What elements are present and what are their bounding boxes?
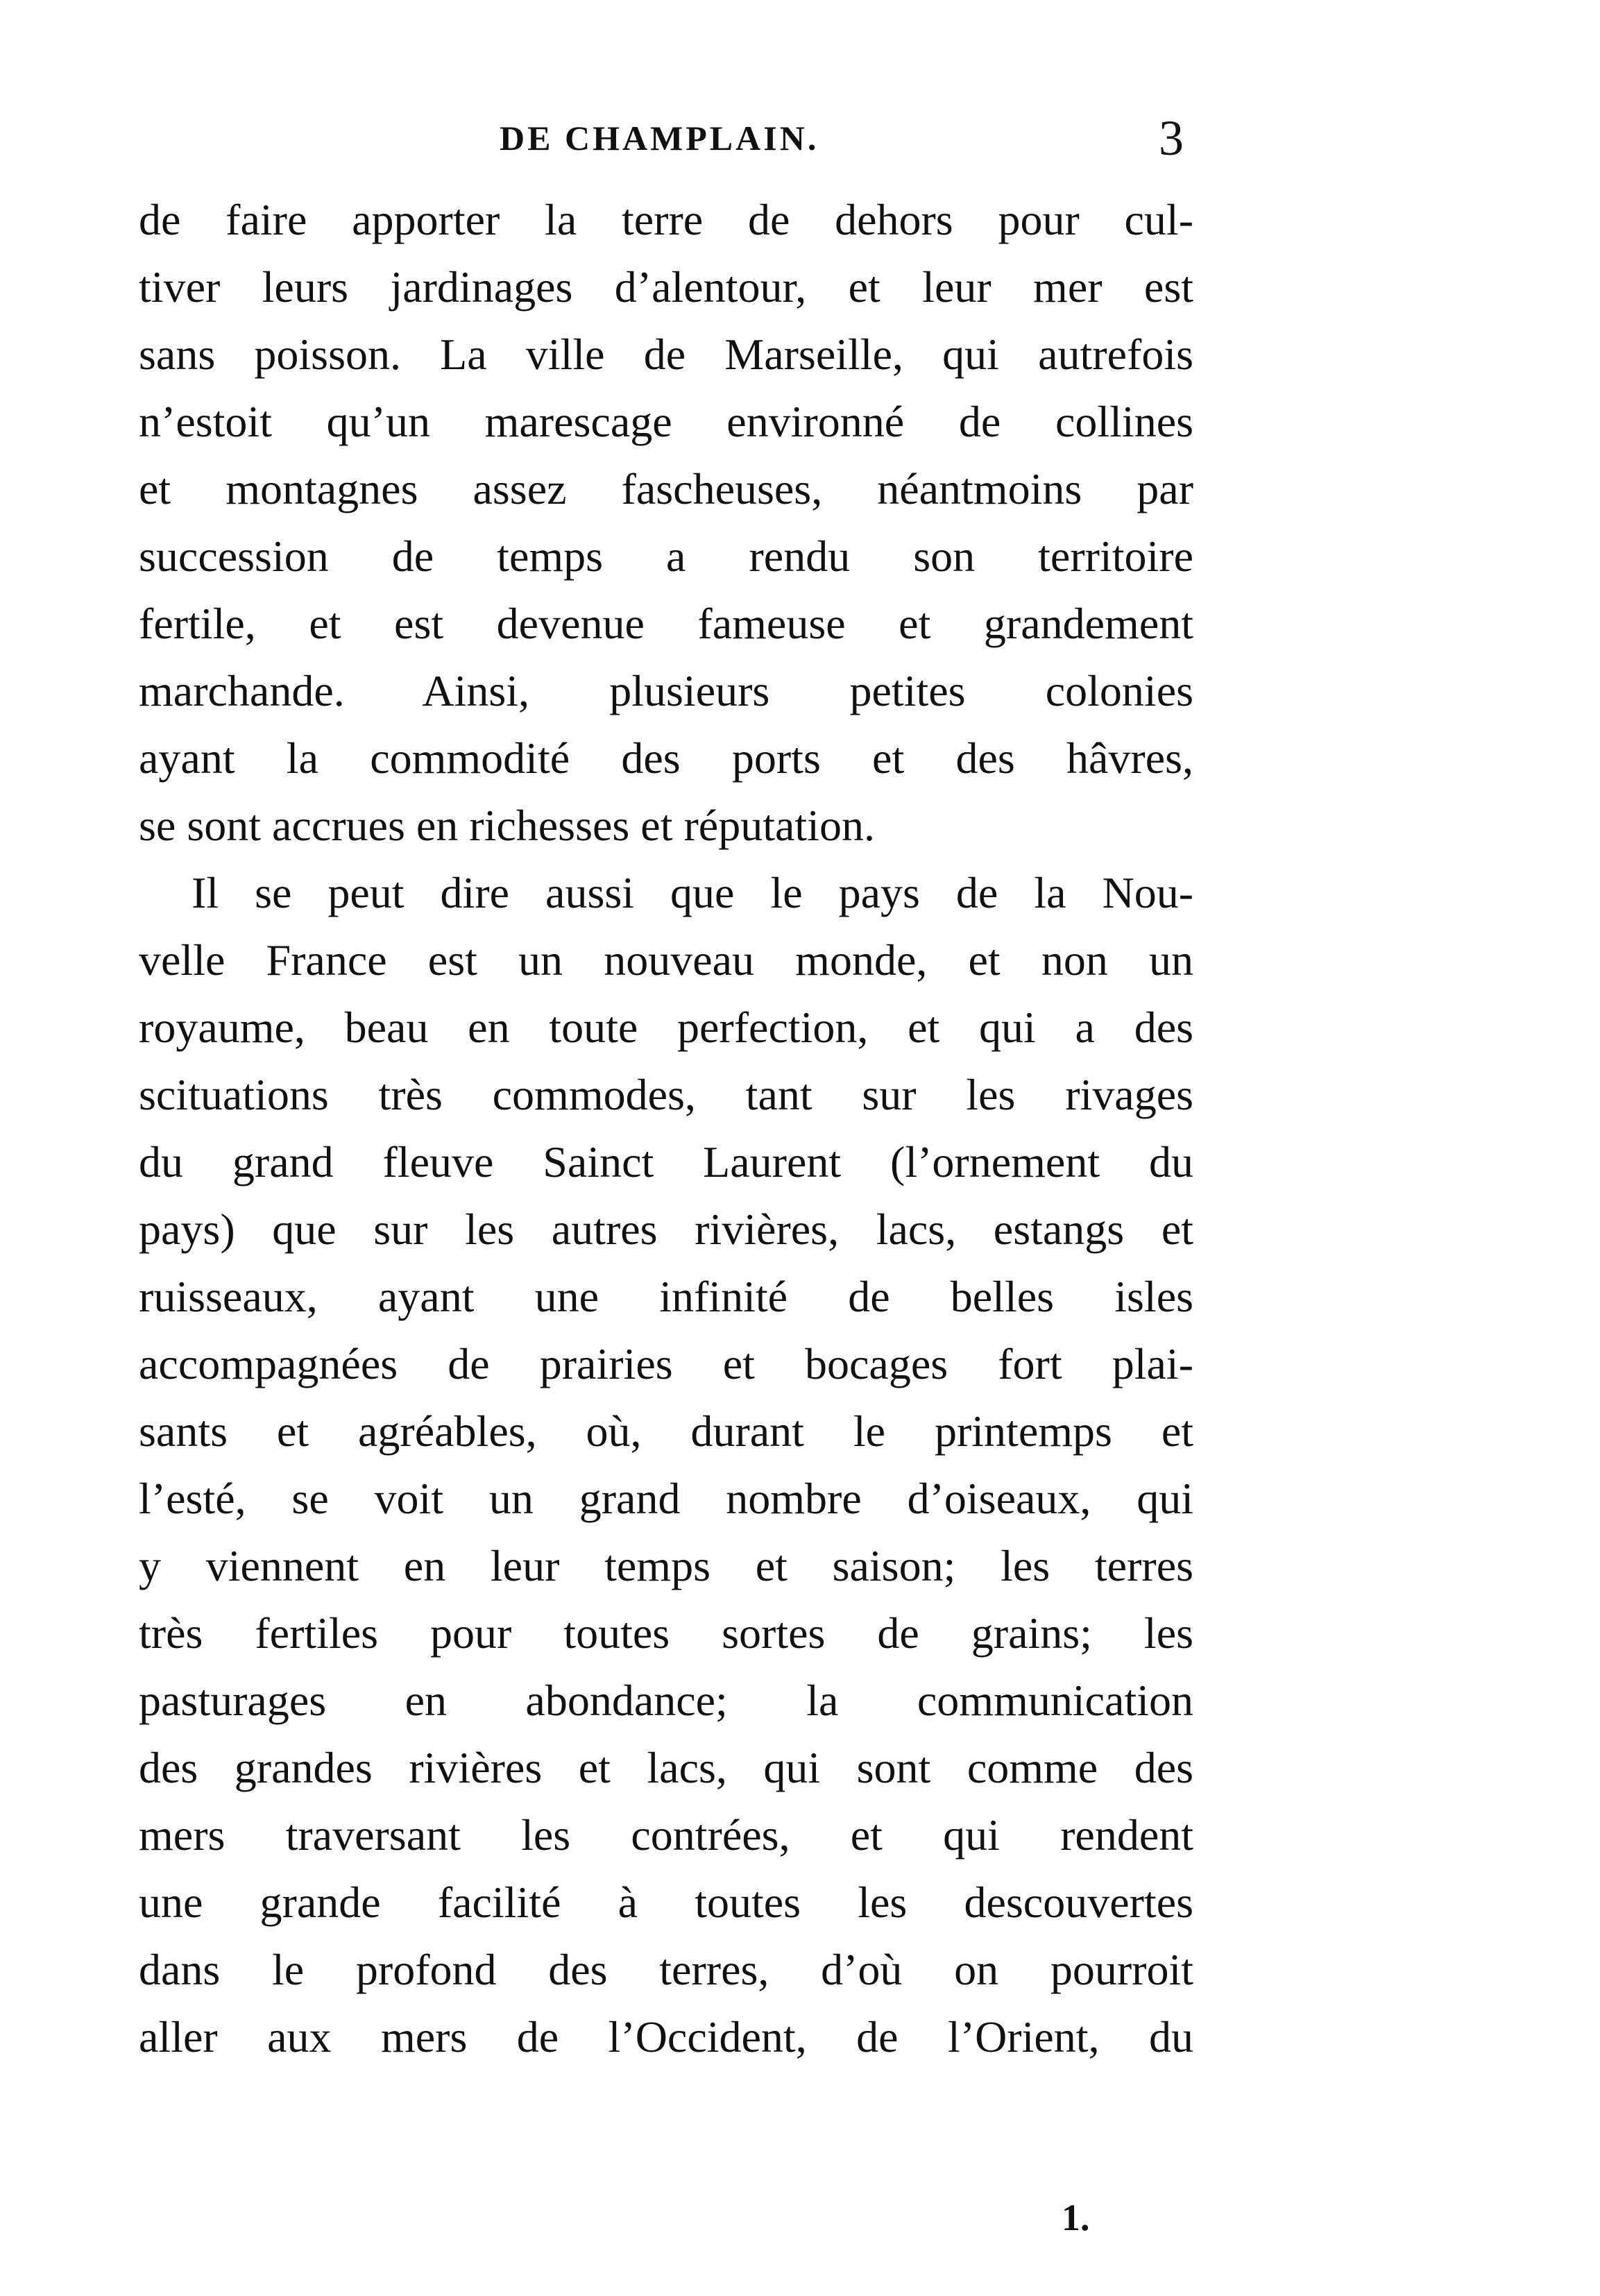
text-line: sants et agréables, où, durant le printemps et (139, 1406, 1193, 1456)
text-line: se sont accrues en richesses et réputation. (139, 801, 875, 850)
text-line: dans le profond des terres, d’où on pourroit (139, 1945, 1193, 1994)
text-line: y viennent en leur temps et saison; les terres (139, 1541, 1193, 1590)
text-line: velle France est un nouveau monde, et non un (139, 935, 1193, 985)
text-line: royaume, beau en toute perfection, et qui a des (139, 1003, 1193, 1052)
text-line: sans poisson. La ville de Marseille, qui autrefois (139, 330, 1193, 379)
text-line: n’estoit qu’un marescage environné de collines (139, 397, 1193, 446)
text-line: succession de temps a rendu son territoire (139, 532, 1193, 581)
text-line: pays) que sur les autres rivières, lacs, estangs et (139, 1205, 1193, 1254)
text-line: très fertiles pour toutes sortes de grains; les (139, 1608, 1193, 1658)
text-line: aller aux mers de l’Occident, de l’Orient, du (139, 2012, 1193, 2061)
text-line: de faire apporter la terre de dehors pour cul- (139, 195, 1193, 244)
paragraph-1 (139, 186, 1193, 859)
text-line: tiver leurs jardinages d’alentour, et leur mer est (139, 262, 1193, 312)
text-line: mers traversant les contrées, et qui rendent (139, 1810, 1193, 1860)
text-line: scituations très commodes, tant sur les rivages (139, 1070, 1193, 1119)
text-line: du grand fleuve Sainct Laurent (l’ornement du (139, 1137, 1193, 1187)
text-line: Il se peut dire aussi que le pays de la Nou- (192, 868, 1193, 917)
running-title: DE CHAMPLAIN. (500, 119, 819, 158)
body-text (139, 186, 1193, 2070)
text-line: une grande facilité à toutes les descouvertes (139, 1878, 1193, 1927)
running-head (0, 110, 1600, 165)
signature-mark: 1. (1062, 2197, 1090, 2238)
text-line: ayant la commodité des ports et des hâvres, (139, 733, 1193, 783)
text-line: des grandes rivières et lacs, qui sont comme des (139, 1743, 1193, 1792)
text-line: pasturages en abondance; la communication (139, 1676, 1193, 1725)
text-line: accompagnées de prairies et bocages fort plai- (139, 1339, 1193, 1388)
text-line: fertile, et est devenue fameuse et grandement (139, 599, 1193, 648)
page-number: 3 (1159, 110, 1184, 166)
text-line: ruisseaux, ayant une infinité de belles isles (139, 1272, 1193, 1321)
text-line: et montagnes assez fascheuses, néantmoins par (139, 464, 1193, 513)
text-line: marchande. Ainsi, plusieurs petites colonies (139, 666, 1193, 715)
text-line: l’esté, se voit un grand nombre d’oiseaux, qui (139, 1474, 1193, 1523)
paragraph-2 (139, 859, 1193, 2070)
